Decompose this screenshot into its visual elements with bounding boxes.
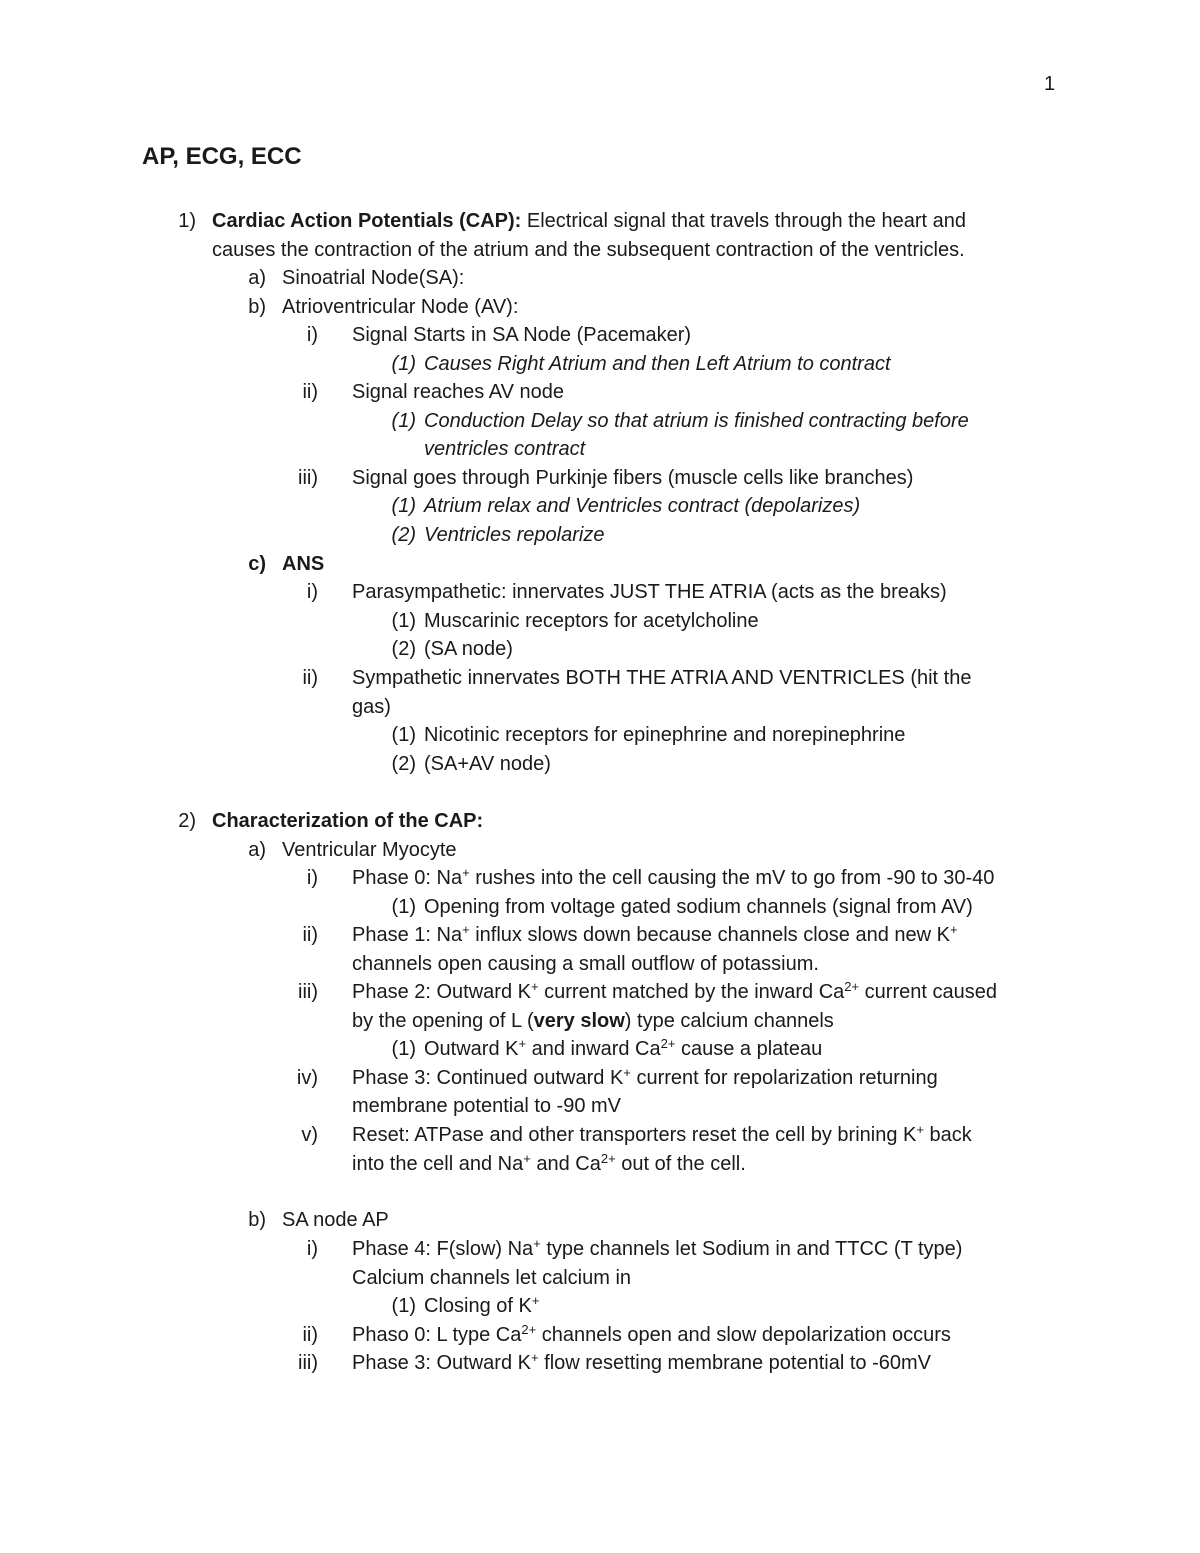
list-marker: ii) <box>302 924 318 946</box>
list-item: Conduction Delay so that atrium is finished contracting before <box>424 410 969 432</box>
text-run: type channels let Sodium in and TTCC (T type) <box>540 1238 963 1260</box>
list-marker: iii) <box>298 981 318 1003</box>
text-run: Phase 4: F(slow) Na <box>352 1238 534 1260</box>
list-marker: ii) <box>302 381 318 403</box>
list-item <box>352 921 958 949</box>
list-item-continued: gas) <box>352 696 391 718</box>
list-item: Sympathetic innervates BOTH THE ATRIA AND VENTRICLES (hit the <box>352 667 972 689</box>
section-2-marker: 2) <box>178 810 196 832</box>
text-run: current matched by the inward Ca <box>538 981 845 1003</box>
list-marker: (1) <box>391 724 416 746</box>
list-item-continued: Calcium channels let calcium in <box>352 1267 632 1289</box>
list-item: Signal Starts in SA Node (Pacemaker) <box>352 324 692 346</box>
section-2-heading: Characterization of the CAP: <box>212 810 484 832</box>
text-run: and inward Ca <box>526 1038 661 1060</box>
list-marker: (1) <box>391 1038 416 1060</box>
list-marker: (1) <box>391 1295 416 1317</box>
superscript: + <box>533 1236 541 1251</box>
text-run: influx slows down because channels close and new K <box>469 924 950 946</box>
list-item: Muscarinic receptors for acetylcholine <box>424 610 759 632</box>
list-item-continued: ventricles contract <box>424 438 586 460</box>
list-marker: c) <box>248 553 266 575</box>
list-marker: (2) <box>391 638 416 660</box>
list-item-sa-node-ap: SA node AP <box>282 1209 389 1231</box>
text-run: current for repolarization returning <box>630 1067 938 1089</box>
superscript: 2+ <box>521 1322 537 1337</box>
text-run: channels open and slow depolarization occurs <box>536 1324 951 1346</box>
text-run: Phase 0: Na <box>352 867 463 889</box>
list-marker: ii) <box>302 667 318 689</box>
text-run: Phase 2: Outward K <box>352 981 531 1003</box>
superscript: + <box>949 922 958 937</box>
list-item-continued: membrane potential to -90 mV <box>352 1095 622 1117</box>
list-item <box>352 978 997 1006</box>
emphasis: very slow <box>533 1010 625 1032</box>
list-marker: iii) <box>298 1352 318 1374</box>
text-run: Phaso 0: L type Ca <box>352 1324 522 1346</box>
superscript: + <box>916 1122 924 1137</box>
list-item: (SA+AV node) <box>424 753 551 775</box>
list-item <box>352 1321 951 1349</box>
list-item: Causes Right Atrium and then Left Atrium to contract <box>424 353 891 375</box>
section-1-line-2: causes the contraction of the atrium and the subsequent contraction of the ventricles. <box>212 239 965 261</box>
list-item-continued <box>352 1007 834 1035</box>
list-marker: (2) <box>391 524 416 546</box>
list-item <box>424 1035 822 1063</box>
text-run: into the cell and Na <box>352 1153 524 1175</box>
list-marker: b) <box>248 1209 266 1231</box>
list-marker: i) <box>306 324 318 346</box>
text-run: out of the cell. <box>615 1153 746 1175</box>
text-run: cause a plateau <box>675 1038 823 1060</box>
list-item: Parasympathetic: innervates JUST THE ATRIA (acts as the breaks) <box>352 581 947 603</box>
superscript: + <box>462 922 470 937</box>
list-item-continued <box>352 1150 746 1178</box>
list-item <box>352 1235 962 1263</box>
list-item <box>424 1292 539 1320</box>
text-run: by the opening of L ( <box>352 1010 534 1032</box>
list-item: Signal goes through Purkinje fibers (muscle cells like branches) <box>352 467 914 489</box>
list-marker: a) <box>248 267 266 289</box>
list-marker: a) <box>248 839 266 861</box>
list-marker: (1) <box>391 896 416 918</box>
text-run: Phase 3: Continued outward K <box>352 1067 624 1089</box>
list-marker: (1) <box>391 410 416 432</box>
superscript: + <box>623 1065 631 1080</box>
list-item: Atrium relax and Ventricles contract (depolarizes) <box>424 495 861 517</box>
superscript: + <box>531 1293 540 1308</box>
section-1-heading: Cardiac Action Potentials (CAP): <box>212 210 522 232</box>
list-item-continued: channels open causing a small outflow of potassium. <box>352 953 819 975</box>
list-marker: (1) <box>391 353 416 375</box>
list-marker: (2) <box>391 753 416 775</box>
text-run: back <box>923 1124 972 1146</box>
superscript: + <box>462 865 470 880</box>
text-run: rushes into the cell causing the mV to go from -90 to 30-40 <box>469 867 995 889</box>
list-item <box>352 1121 972 1149</box>
list-marker: iii) <box>298 467 318 489</box>
list-marker: (1) <box>391 495 416 517</box>
text-run: and Ca <box>530 1153 601 1175</box>
list-item-ventricular-myocyte: Ventricular Myocyte <box>282 839 457 861</box>
list-item: Signal reaches AV node <box>352 381 565 403</box>
list-item <box>352 1349 931 1377</box>
superscript: + <box>523 1151 531 1166</box>
list-marker: v) <box>301 1124 318 1146</box>
list-item <box>352 1064 938 1092</box>
list-item: (SA node) <box>424 638 513 660</box>
list-item-sinoatrial-node: Sinoatrial Node(SA): <box>282 267 465 289</box>
list-item <box>352 864 994 892</box>
text-run: Phase 3: Outward K <box>352 1352 531 1374</box>
text-run: Outward K <box>424 1038 519 1060</box>
list-marker: (1) <box>391 610 416 632</box>
text-run: Reset: ATPase and other transporters reset the cell by brining K <box>352 1124 917 1146</box>
list-marker: iv) <box>296 1067 318 1089</box>
page-title: AP, ECG, ECC <box>142 143 302 170</box>
section-1-line-1 <box>212 207 966 235</box>
text-run: current caused <box>859 981 997 1003</box>
section-1-text: Electrical signal that travels through the heart and <box>521 210 966 232</box>
list-item: Nicotinic receptors for epinephrine and norepinephrine <box>424 724 906 746</box>
page-number: 1 <box>1044 73 1056 95</box>
text-run: Phase 1: Na <box>352 924 463 946</box>
superscript: + <box>530 979 539 994</box>
text-run: flow resetting membrane potential to -60mV <box>538 1352 931 1374</box>
list-marker: i) <box>306 581 318 603</box>
superscript: 2+ <box>660 1036 676 1051</box>
section-1-marker: 1) <box>178 210 196 232</box>
list-marker: ii) <box>302 1324 318 1346</box>
list-marker: b) <box>248 296 266 318</box>
list-item: Opening from voltage gated sodium channels (signal from AV) <box>424 896 973 918</box>
superscript: + <box>530 1350 539 1365</box>
text-run: Closing of K <box>424 1295 532 1317</box>
superscript: + <box>518 1036 527 1051</box>
list-item-ans: ANS <box>282 553 325 575</box>
superscript: 2+ <box>600 1151 616 1166</box>
list-marker: i) <box>306 867 318 889</box>
list-item-atrioventricular-node: Atrioventricular Node (AV): <box>282 296 519 318</box>
superscript: 2+ <box>844 979 860 994</box>
list-marker: i) <box>306 1238 318 1260</box>
list-item: Ventricles repolarize <box>424 524 605 546</box>
text-run: ) type calcium channels <box>624 1010 834 1032</box>
